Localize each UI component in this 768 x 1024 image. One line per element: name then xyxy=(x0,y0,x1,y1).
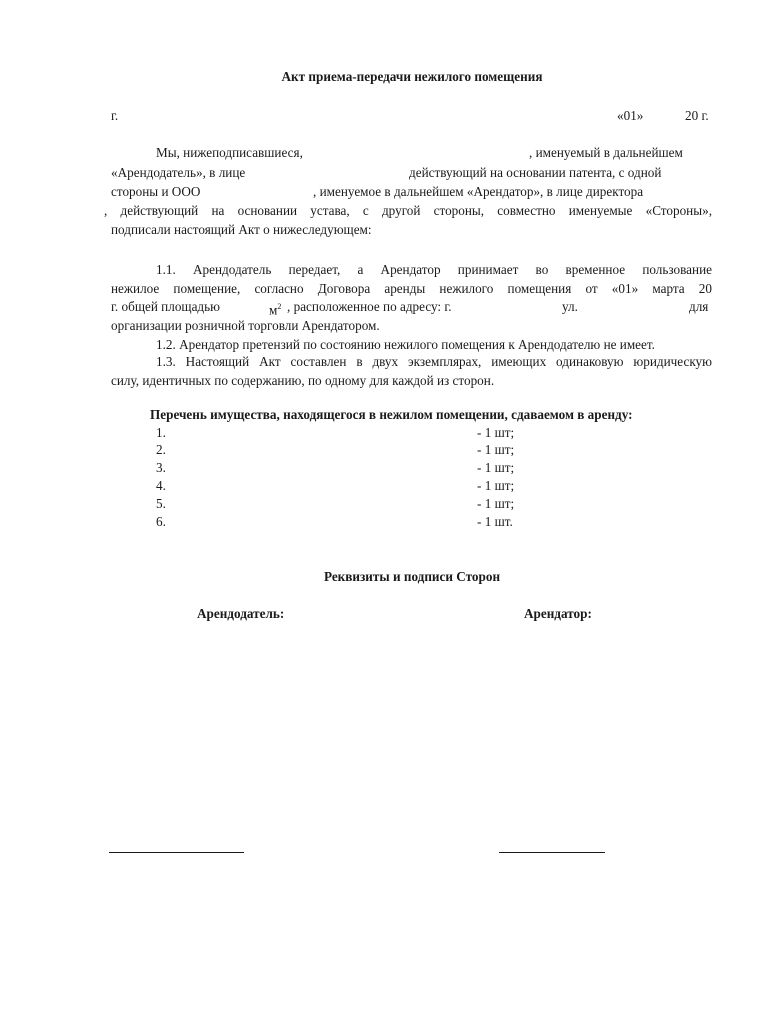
intro-line-1a: Мы, нижеподписавшиеся, xyxy=(156,145,303,160)
inventory-item-quantity: - 1 шт; xyxy=(477,442,515,457)
inventory-item-number: 5. xyxy=(156,496,166,511)
clause-1-3-line-1: 1.3. Настоящий Акт составлен в двух экземплярах, имеющих одинаковую юридическую xyxy=(156,354,712,369)
clause-1-1-line-1: 1.1. Арендодатель передает, а Арендатор принимает во временное пользование xyxy=(156,262,712,277)
city-label: г. xyxy=(111,108,119,123)
clause-1-1-line-3a: г. общей площадью xyxy=(111,299,220,314)
date-year: 20 г. xyxy=(685,108,709,123)
clause-1-1-line-3c: ул. xyxy=(562,299,578,314)
intro-line-5: подписали настоящий Акт о нижеследующем: xyxy=(111,222,372,237)
inventory-item-quantity: - 1 шт; xyxy=(477,425,515,440)
inventory-item-quantity: - 1 шт; xyxy=(477,460,515,475)
inventory-item-number: 1. xyxy=(156,425,166,440)
intro-line-1b: , именуемый в дальнейшем xyxy=(529,145,683,160)
tenant-signature-line xyxy=(499,852,605,853)
inventory-item-number: 4. xyxy=(156,478,166,493)
area-unit-superscript: 2 xyxy=(277,302,282,311)
inventory-item-number: 2. xyxy=(156,442,166,457)
tenant-label: Арендатор: xyxy=(524,606,592,621)
intro-line-2a: «Арендодатель», в лице xyxy=(111,165,246,180)
clause-1-1-line-2: нежилое помещение, согласно Договора аренды нежилого помещения от «01» марта 20 xyxy=(111,281,712,296)
landlord-signature-line xyxy=(109,852,244,853)
inventory-item-number: 3. xyxy=(156,460,166,475)
inventory-item-number: 6. xyxy=(156,514,166,529)
intro-line-2b: действующий на основании патента, с одной xyxy=(409,165,662,180)
inventory-item-quantity: - 1 шт. xyxy=(477,514,513,529)
clause-1-2: 1.2. Арендатор претензий по состоянию нежилого помещения к Арендодателю не имеет. xyxy=(156,337,655,352)
clause-1-1-line-3b: , расположенное по адресу: г. xyxy=(287,299,452,314)
intro-line-3a: стороны и ООО xyxy=(111,184,201,199)
landlord-label: Арендодатель: xyxy=(197,606,285,621)
clause-1-3-line-2: силу, идентичных по содержанию, по одному для каждой из сторон. xyxy=(111,373,495,388)
signatures-heading: Реквизиты и подписи Сторон xyxy=(323,569,501,584)
document-title: Акт приема-передачи нежилого помещения xyxy=(281,69,543,84)
area-unit: $м^2$ xyxy=(269,302,282,318)
inventory-item-quantity: - 1 шт; xyxy=(477,496,515,511)
inventory-heading: Перечень имущества, находящегося в нежилом помещении, сдаваемом в аренду: xyxy=(150,407,633,422)
inventory-item-quantity: - 1 шт; xyxy=(477,478,515,493)
clause-1-1-line-4: организации розничной торговли Арендатором. xyxy=(111,318,380,333)
date-day: «01» xyxy=(617,108,644,123)
clause-1-1-line-3d: для xyxy=(689,299,709,314)
intro-line-3b: , именуемое в дальнейшем «Арендатор», в лице директора xyxy=(313,184,644,199)
intro-line-4: , действующий на основании устава, с другой стороны, совместно именуемые «Стороны», xyxy=(104,203,712,218)
